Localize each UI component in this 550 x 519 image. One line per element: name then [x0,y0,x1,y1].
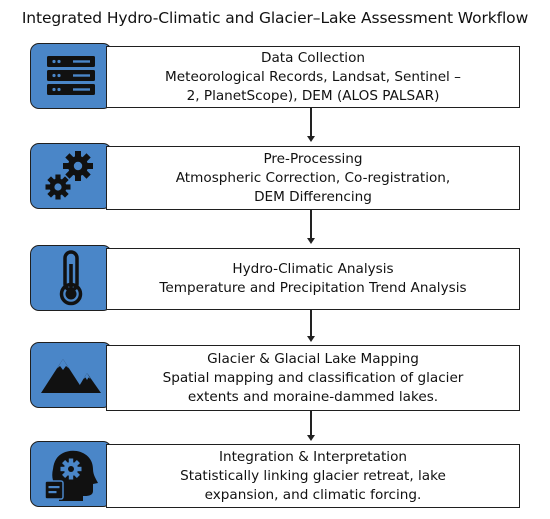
server-icon [30,43,112,109]
flow-arrowhead [307,435,315,441]
step-heading: Hydro-Climatic Analysis [232,261,394,277]
flow-connector [310,108,312,138]
gears-icon [30,143,112,209]
step-detail-line: Spatial mapping and classification of glacier [162,369,464,386]
step-text-box [106,248,520,310]
step-detail-line: Temperature and Precipitation Trend Analysis [159,280,467,296]
flow-connector [310,310,312,338]
step-heading: Glacier & Glacial Lake Mapping [207,350,419,367]
step-heading: Data Collection [260,49,366,66]
step-text-box [106,345,520,411]
step-text-box [106,46,520,108]
flow-connector [310,411,312,437]
step-detail-line: extents and moraine-dammed lakes. [187,388,439,405]
mountain-icon [30,342,112,408]
step-detail-line: Meteorological Records, Landsat, Sentinel – [165,68,461,85]
step-detail-line: 2, PlanetScope), DEM (ALOS PALSAR) [186,87,440,104]
step-text-box [106,444,520,508]
flow-arrowhead [307,136,315,142]
step-detail-line: expansion, and climatic forcing. [204,486,422,503]
flow-arrowhead [307,336,315,342]
step-detail-line: Atmospheric Correction, Co-registration, [175,169,451,186]
step-heading: Pre-Processing [263,150,363,167]
head-gear-icon [30,441,112,507]
diagram-title: Integrated Hydro-Climatic and Glacier–Lake Assessment Workflow [21,9,529,27]
flow-arrowhead [307,238,315,244]
thermometer-icon [30,245,112,311]
step-text-box [106,146,520,210]
step-heading: Integration & Interpretation [218,448,408,465]
step-detail-line: DEM Differencing [254,188,372,205]
flow-connector [310,210,312,240]
step-detail-line: Statistically linking glacier retreat, lake [180,467,446,484]
